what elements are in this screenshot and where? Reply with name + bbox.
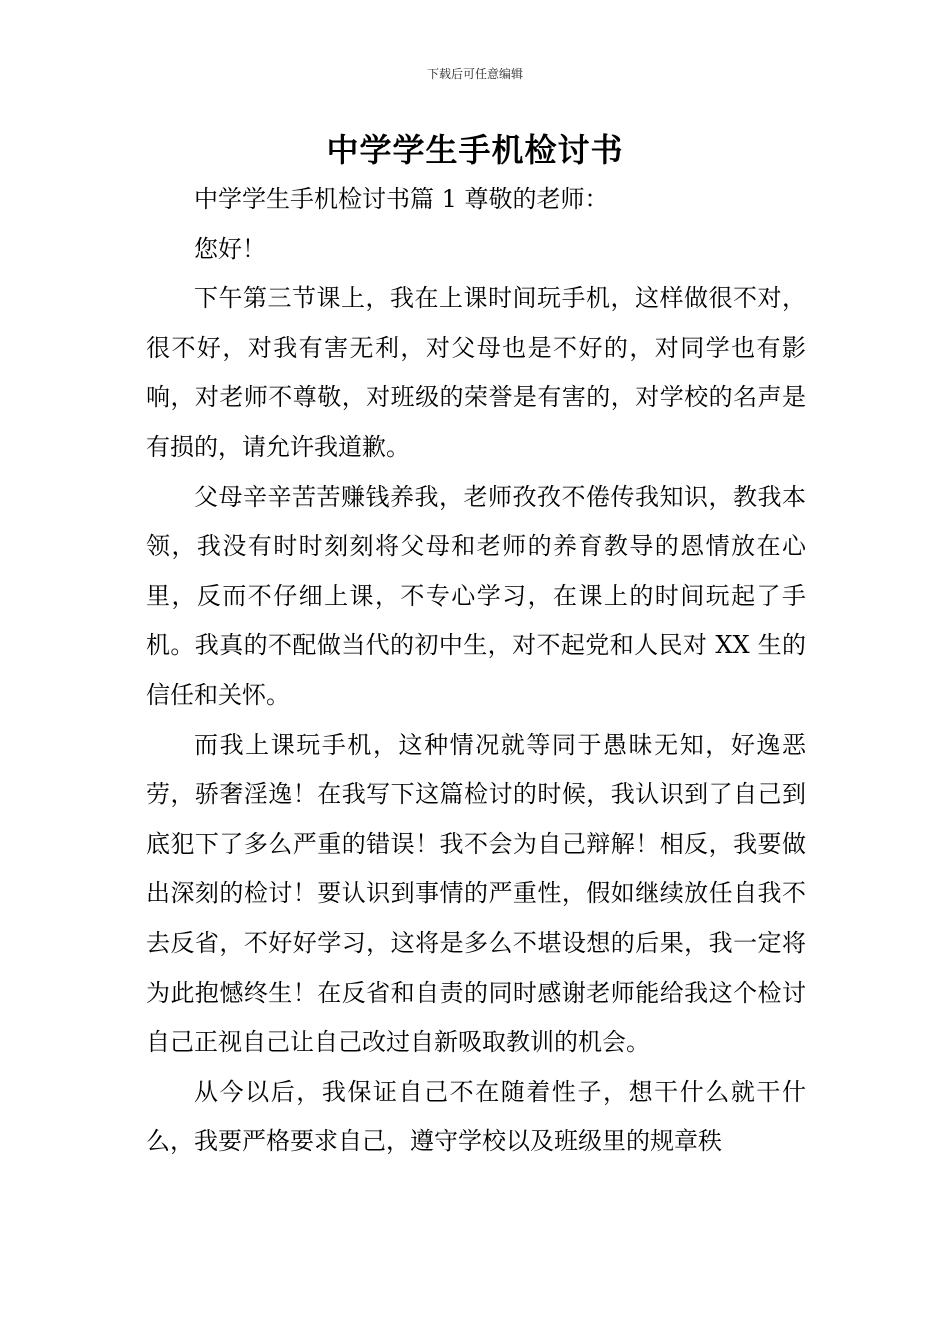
paragraph-greeting: 您好！: [194, 234, 266, 263]
paragraph: 父母辛辛苦苦赚钱养我，老师孜孜不倦传我知识，教我本领，我没有时时刻刻将父母和老师的养育教导的恩情放在心里，反而不仔细上课，不专心学习，在课上的时间玩起了手机。我真的不配做当代的初中生，对不起党和人民对 XX 生的信任和关怀。: [146, 482, 806, 709]
document-title: 中学学生手机检讨书: [326, 131, 624, 169]
paragraph: 而我上课玩手机，这种情况就等同于愚昧无知，好逸恶劳，骄奢淫逸！在我写下这篇检讨的时候，我认识到了自己到底犯下了多么严重的错误！我不会为自己辩解！相反，我要做出深刻的检讨！要认识到事情的严重性，假如继续放任自我不去反省，不好好学习，这将是多么不堪设想的后果，我一定将为此抱憾终生！在反省和自责的同时感谢老师能给我这个检讨自己正视自己让自己改过自新吸取教训的机会。: [146, 730, 806, 1057]
header-note: 下载后可任意编辑: [426, 67, 523, 81]
paragraph: 从今以后，我保证自己不在随着性子，想干什么就干什么，我要严格要求自己，遵守学校以及班级里的规章秩: [146, 1077, 806, 1156]
paragraph: 下午第三节课上，我在上课时间玩手机，这样做很不对，很不好，对我有害无利，对父母也是不好的，对同学也有影响，对老师不尊敬，对班级的荣誉是有害的，对学校的名声是有损的，请允许我道歉。: [146, 284, 806, 461]
document-body: [146, 175, 806, 1167]
paragraph-salutation: 中学学生手机检讨书篇 1 尊敬的老师：: [194, 185, 609, 213]
